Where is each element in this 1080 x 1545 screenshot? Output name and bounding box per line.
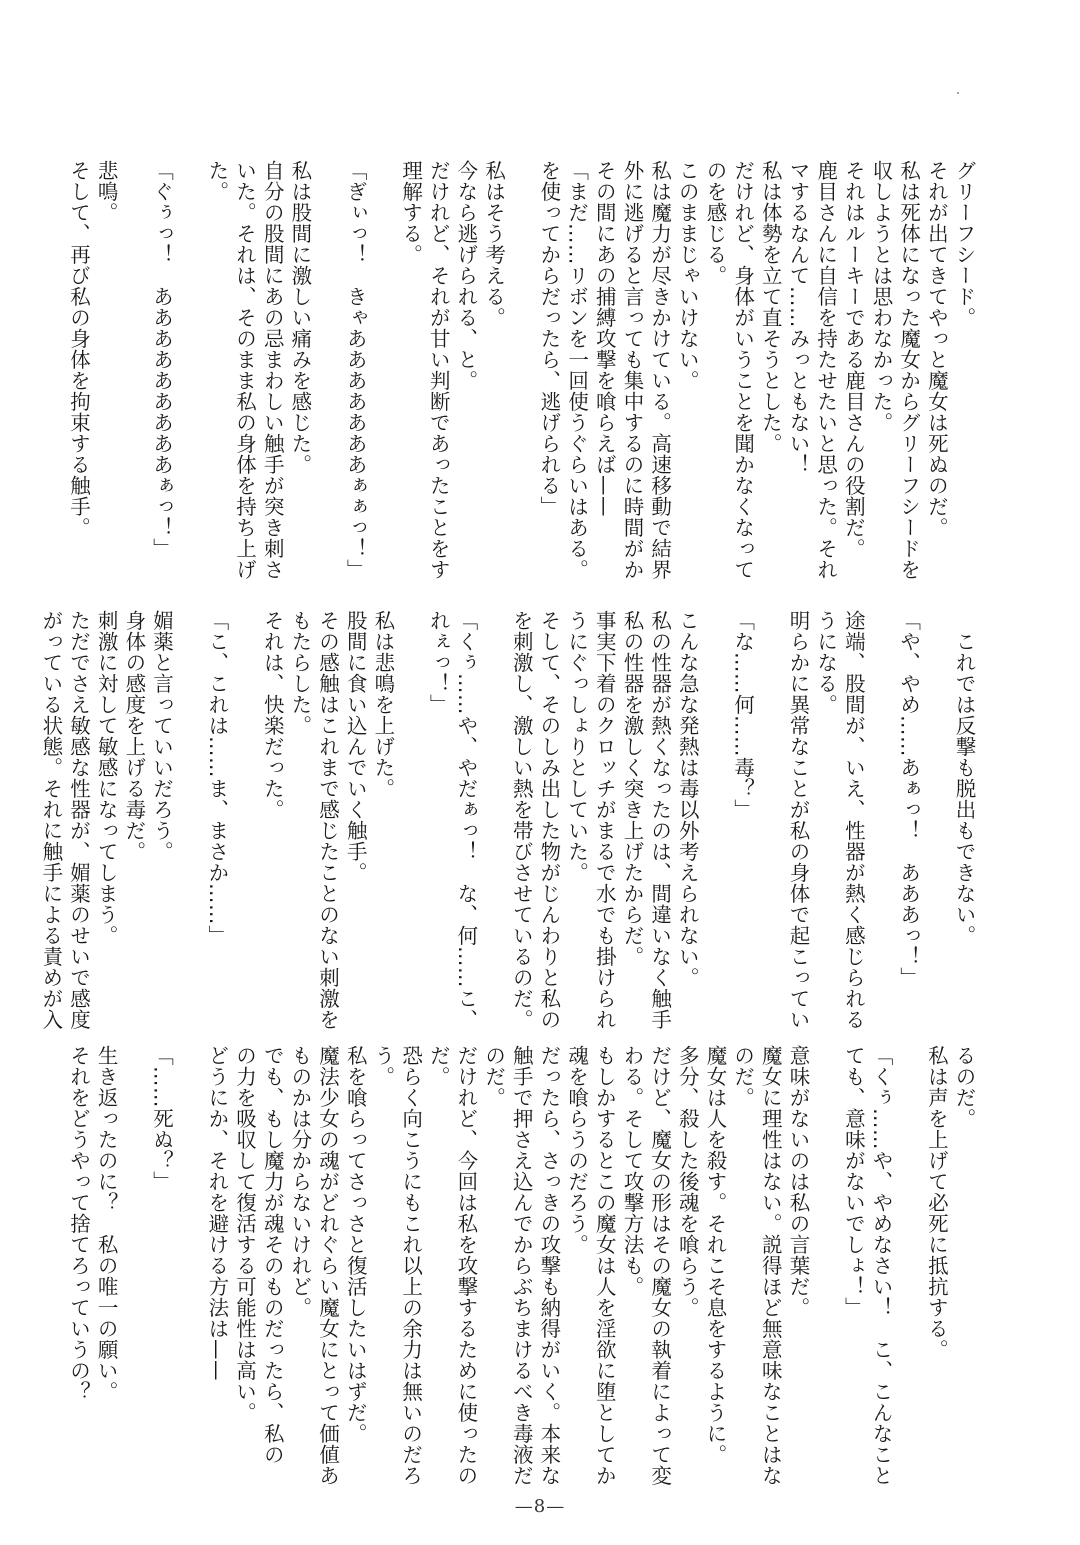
text-line: ても、意味がないでしょ！」	[841, 1045, 866, 1318]
text-line: 鹿目さんに自信を持たせたいと思った。それ	[813, 160, 838, 580]
text-line: を刺激し、激しい熱を帯びさせているのだ。	[509, 610, 534, 1030]
text-line: 私は声を上げて必死に抵抗する。	[924, 1045, 949, 1360]
text-line: れぇっ！」	[426, 610, 451, 715]
text-line: がっている状態。それに触手による責めが入	[38, 610, 63, 1030]
text-line: 魔法少女の魂がどれぐらい魔女にとって価値あ	[315, 1045, 340, 1486]
text-line: 私は魔力が尽きかけている。高速移動で結界	[647, 160, 672, 580]
text-line: うになる。	[813, 610, 838, 715]
blank-line	[175, 610, 203, 1030]
text-line: 私は死体になった魔女からグリーフシードを	[896, 160, 921, 580]
page-number: —8—	[514, 1496, 566, 1517]
text-line: それが出てきてやっと魔女は死ぬのだ。	[924, 160, 949, 538]
text-line: 自分の股間にあの忌まわしい触手が突き刺さ	[260, 160, 285, 580]
scan-speck	[957, 92, 959, 94]
text-line: 理解する。	[398, 160, 423, 265]
text-line: 「まだ……リボンを一回使うぐらいはある。	[564, 160, 589, 580]
text-line: いた。それは、そのまま私の身体を持ち上げ	[232, 160, 257, 580]
text-line: マするなんて……みっともない！	[785, 160, 810, 475]
text-line: 魔女に理性はない。説得ほど無意味なことはな	[758, 1045, 783, 1486]
text-line: このままじゃいけない。	[675, 160, 700, 391]
text-tier-top	[22, 160, 977, 590]
text-line: 私はそう考える。	[481, 160, 506, 328]
blank-line	[230, 610, 258, 1030]
text-line: 魂を喰らうのだろう。	[564, 1045, 589, 1255]
text-line: のだ。	[481, 1045, 506, 1108]
blank-line	[894, 1045, 922, 1490]
text-line: 私の性器を激しく突き上げたからだ。	[619, 610, 644, 967]
blank-line	[479, 610, 507, 1030]
blank-line	[119, 1045, 147, 1490]
text-line: もしかするとこの魔女は人を淫欲に堕としてか	[592, 1045, 617, 1486]
text-line: そして、再び私の身体を拘束する触手。	[66, 160, 91, 538]
blank-line	[119, 160, 147, 590]
text-line: そして、そのしみ出した物がじんわりと私の	[536, 610, 561, 1030]
text-line: わる。そして攻撃方法も。	[619, 1045, 644, 1297]
text-line: だ。	[426, 1045, 451, 1087]
blank-line	[175, 160, 203, 590]
text-line: だけれど、それが甘い判断であったことをす	[426, 160, 451, 580]
text-line: 「ぐぅっ！ あああああああああぁっ！」	[149, 160, 174, 559]
text-line: た。	[204, 160, 229, 202]
text-line: 「……死ぬ？」	[149, 1045, 174, 1192]
text-line: 意味がないのは私の言葉だ。	[785, 1045, 810, 1318]
text-line: もたらした。	[287, 610, 312, 736]
text-line: の力を吸収して復活する可能性は高い。	[232, 1045, 257, 1423]
text-line: 「や、やめ……あぁっ！ あああっ！」	[896, 610, 921, 988]
blank-line	[922, 610, 950, 1030]
text-line: のを感じる。	[702, 160, 727, 286]
text-line: 魔女は人を殺す。それこそ息をするように。	[702, 1045, 727, 1465]
text-line: 刺激に対して敏感になってしまう。	[94, 610, 119, 946]
text-line: 生き返ったのに？ 私の唯一の願い。	[94, 1045, 119, 1402]
text-line: 「こ、これは……ま、まさか……」	[204, 610, 229, 946]
text-line: 媚薬と言っていいだろう。	[149, 610, 174, 862]
text-line: その間にあの捕縛攻撃を喰らえば——	[592, 160, 617, 517]
text-line: 「な……何……毒？」	[730, 610, 755, 820]
text-line: だけれど、今回は私を攻撃するために使ったの	[453, 1045, 478, 1486]
text-line: 「くぅ……や、やだぁっ！ な、何……こ、	[453, 610, 478, 1030]
text-line: うにぐっしょりとしていた。	[564, 610, 589, 883]
text-line: 私の性器が熱くなったのは、間違いなく触手	[647, 610, 672, 1030]
text-line: 触手で押さえ込んでからぶちまけるべき毒液だ	[509, 1045, 534, 1486]
text-line: 私は悲鳴を上げた。	[370, 610, 395, 799]
text-tier-middle	[22, 610, 977, 1030]
blank-line	[700, 610, 728, 1030]
text-line: 外に逃げると言っても集中するのに時間がか	[619, 160, 644, 580]
blank-line	[507, 160, 535, 590]
text-line: だけれど、身体がいうことを聞かなくなって	[730, 160, 755, 580]
text-line: だったら、さっきの攻撃も納得がいく。本来な	[536, 1045, 561, 1486]
text-line: 事実下着のクロッチがまるで水でも掛けられ	[592, 610, 617, 1030]
text-line: 私を喰らってさっさと復活したいはずだ。	[343, 1045, 368, 1444]
text-line: だけど、魔女の形はその魔女の執着によって変	[647, 1045, 672, 1486]
text-line: 収しようとは思わなかった。	[868, 160, 893, 433]
text-tier-bottom	[22, 1045, 977, 1490]
text-line: 私は股間に激しい痛みを感じた。	[287, 160, 312, 475]
blank-line	[811, 1045, 839, 1490]
text-line: でも、もし魔力が魂そのものだったら、私の	[260, 1045, 285, 1465]
text-line: それは、快楽だった。	[260, 610, 285, 820]
blank-line	[368, 160, 396, 590]
text-line: それをどうやって捨てろっていうの？	[66, 1045, 91, 1402]
text-line: その感触はこれまで感じたことのない刺激を	[315, 610, 340, 1030]
blank-line	[866, 610, 894, 1030]
text-line: 途端、股間が、いえ、性器が熱く感じられる	[841, 610, 866, 1030]
blank-line	[756, 610, 784, 1030]
text-line: 今なら逃げられる、と。	[453, 160, 478, 391]
text-line: 恐らく向こうにもこれ以上の余力は無いのだろ	[398, 1045, 423, 1486]
text-line: 私は体勢を立て直そうとした。	[758, 160, 783, 454]
blank-line	[175, 1045, 203, 1490]
text-line: 股間に食い込んでいく触手。	[343, 610, 368, 883]
text-line: 身体の感度を上げる毒だ。	[121, 610, 146, 862]
text-line: これでは反撃も脱出もできない。	[952, 610, 976, 946]
text-line: 悲鳴。	[94, 160, 119, 223]
text-line: ただでさえ敏感な性器が、媚薬のせいで感度	[66, 610, 91, 1030]
text-line: それはルーキーである鹿目さんの役割だ。	[841, 160, 866, 559]
text-line: 明らかに異常なことが私の身体で起こってい	[785, 610, 810, 1030]
text-line: るのだ。	[952, 1045, 976, 1129]
text-line: 「ぎぃっ！ きゃあああああああぁぁっ！」	[343, 160, 368, 580]
text-line: のだ。	[730, 1045, 755, 1108]
blank-line	[396, 610, 424, 1030]
text-line: こんな急な発熱は毒以外考えられない。	[675, 610, 700, 988]
text-line: う。	[370, 1045, 395, 1087]
text-line: どうにか、それを避ける方法は——	[204, 1045, 229, 1381]
text-line: 多分、殺した後魂を喰らう。	[675, 1045, 700, 1318]
text-line: を使ってからだったら、逃げられる」	[536, 160, 561, 517]
text-line: 「くぅ……や、やめなさい！ こ、こんなこと	[868, 1045, 893, 1486]
text-line: グリーフシード。	[952, 160, 976, 328]
text-line: ものかは分からないけれど。	[287, 1045, 312, 1318]
blank-line	[313, 160, 341, 590]
